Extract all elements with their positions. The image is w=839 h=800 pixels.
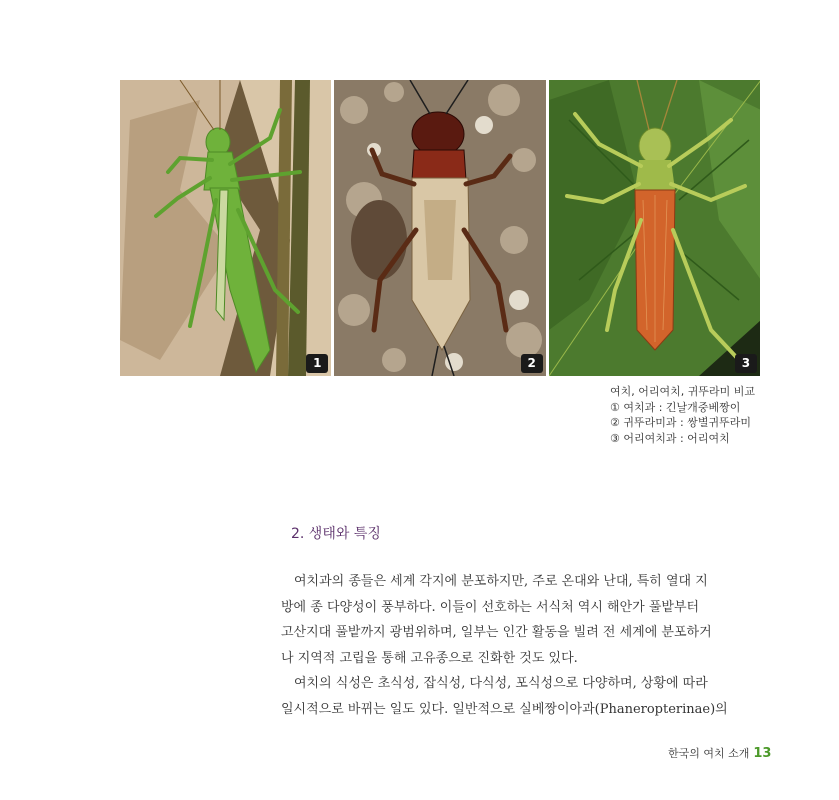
katydid-illustration <box>120 80 331 376</box>
footer-label: 한국의 여치 소개 <box>668 747 750 760</box>
body-line-6: 일시적으로 바뀌는 일도 있다. 일반적으로 실베짱이아과(Phaneropterinae)의 <box>281 701 728 717</box>
body-line-4: 나 지역적 고립을 통해 고유종으로 진화한 것도 있다. <box>281 650 578 666</box>
page-number: 13 <box>753 746 772 761</box>
photo-long-winged-katydid <box>120 80 331 376</box>
leaf-katydid-illustration <box>549 80 760 376</box>
body-line-5: 여치의 식성은 초식성, 잡식성, 다식성, 포식성으로 다양하며, 상황에 따라 <box>294 676 708 691</box>
caption-line-2: ② 귀뚜라미과 : 쌍별귀뚜라미 <box>610 416 751 429</box>
cricket-illustration <box>334 80 545 376</box>
page-footer <box>668 745 771 761</box>
section-heading: 2. 생태와 특징 <box>291 526 381 542</box>
photo-caption <box>610 384 810 446</box>
body-line-2: 방에 종 다양성이 풍부하다. 이들이 선호하는 서식처 역시 해안가 풀밭부터 <box>281 599 700 615</box>
photo-two-spotted-cricket <box>334 80 545 376</box>
photo-number-2: 2 <box>521 354 543 373</box>
photo-hump-backed-katydid <box>549 80 760 376</box>
photo-number-1: 1 <box>306 354 328 373</box>
caption-line-1: ① 여치과 : 긴날개중베짱이 <box>610 400 741 414</box>
photo-strip <box>120 80 760 376</box>
caption-title: 여치, 어리여치, 귀뚜라미 비교 <box>610 385 755 398</box>
body-line-3: 고산지대 풀밭까지 광범위하며, 일부는 인간 활동을 빌려 전 세계에 분포하거 <box>281 625 712 640</box>
body-line-1: 여치과의 종들은 세계 각지에 분포하지만, 주로 온대와 난대, 특히 열대 지 <box>294 574 708 589</box>
body-paragraphs <box>281 569 761 722</box>
photo-number-3: 3 <box>735 354 757 373</box>
caption-line-3: ③ 어리여치과 : 어리여치 <box>610 431 730 445</box>
